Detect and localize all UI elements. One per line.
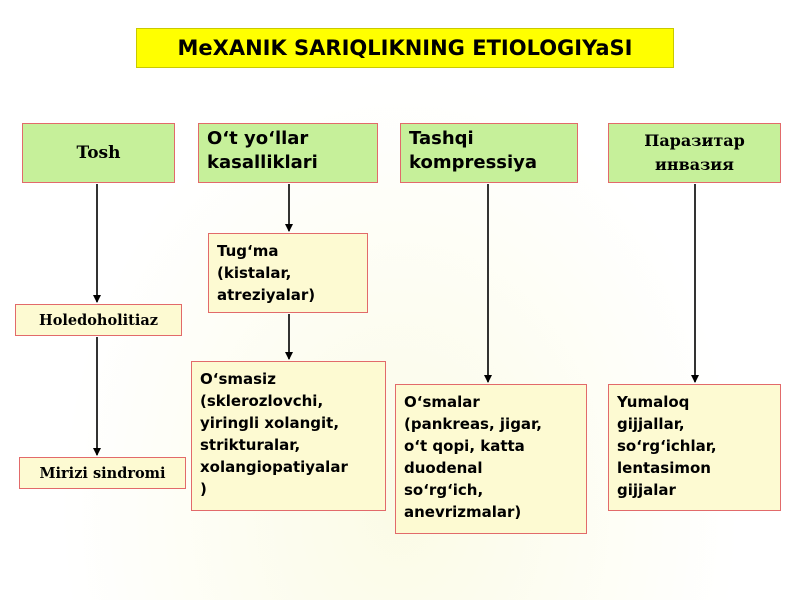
box-tugma-line-2: (kistalar, <box>217 264 292 282</box>
box-osmalar-line-2: (pankreas, jigar, <box>404 415 542 433</box>
box-osmalar-line-6: anevrizmalar) <box>404 503 522 521</box>
box-tosh-label: Tosh <box>76 143 121 163</box>
box-parazitar-line-2: инвазия <box>655 155 734 174</box>
box-tugma-line-3: atreziyalar) <box>217 286 316 304</box>
box-yumaloq-line-3: so‘rg‘ichlar, <box>617 437 717 455</box>
box-tashqi-line-2: kompressiya <box>409 152 538 173</box>
box-ot-yollar-line-2: kasalliklari <box>207 152 318 173</box>
box-yumaloq-line-5: gijjalar <box>617 481 676 499</box>
box-yumaloq-line-2: gijjallar, <box>617 415 685 433</box>
box-osmasiz-line-5: xolangiopatiyalar <box>200 458 348 476</box>
box-osmasiz-line-4: strikturalar, <box>200 436 301 454</box>
box-osmasiz-line-1: O‘smasiz <box>200 370 276 388</box>
box-yumaloq-line-1: Yumaloq <box>617 393 690 411</box>
box-osmalar-line-3: o‘t qopi, katta <box>404 437 525 455</box>
box-osmalar-line-1: O‘smalar <box>404 393 480 411</box>
box-osmasiz-line-3: yiringli xolangit, <box>200 414 340 432</box>
box-holedoholitiaz-label: Holedoholitiaz <box>39 311 158 329</box>
box-osmasiz-line-6: ) <box>200 480 207 498</box>
box-osmasiz-line-2: (sklerozlovchi, <box>200 392 324 410</box>
box-tugma-line-1: Tug‘ma <box>217 242 279 260</box>
box-parazitar-line-1: Паразитар <box>644 131 745 150</box>
box-yumaloq-line-4: lentasimon <box>617 459 711 477</box>
box-osmalar-line-4: duodenal <box>404 459 483 477</box>
box-ot-yollar-line-1: O‘t yo‘llar <box>207 128 309 149</box>
box-tashqi-line-1: Tashqi <box>409 128 474 149</box>
box-mirizi-label: Mirizi sindromi <box>39 464 166 482</box>
diagram-title: MeXANIK SARIQLIKNING ETIOLOGIYaSI <box>136 28 674 68</box>
box-osmalar-line-5: so‘rg‘ich, <box>404 481 484 499</box>
